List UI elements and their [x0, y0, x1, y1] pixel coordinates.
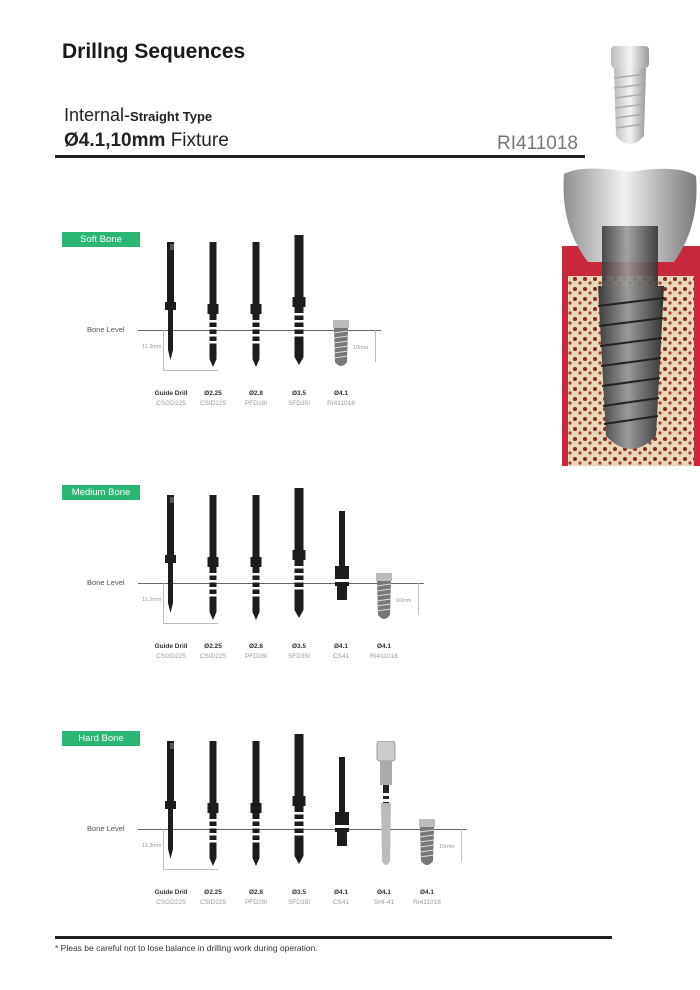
drill-code: SFD35I [287, 400, 311, 407]
drill-size: Ø4.1 [333, 643, 349, 650]
bone-type-badge: Medium Bone [62, 485, 140, 500]
dimension-line-right [375, 330, 376, 362]
drill-csid225 [203, 242, 243, 367]
dimension-line-right [461, 829, 462, 861]
drill-size: Ø2.25 [204, 643, 222, 650]
drill-size: Ø2.8 [248, 643, 264, 650]
drill-size: Ø4.1 [333, 390, 349, 397]
drill-csgd225 [161, 495, 201, 615]
drill-code: SFD35I [287, 653, 311, 660]
drill-csgd225 [161, 741, 201, 861]
fixture-size: Ø4.1,10mm [64, 130, 166, 151]
dimension-line-right [418, 583, 419, 615]
drill-csgd225 [161, 242, 201, 362]
drill-size: Ø2.8 [248, 390, 264, 397]
drill-size: Ø2.25 [204, 390, 222, 397]
drill-code: CSID225 [199, 899, 227, 906]
dimension-left: 11.3mm [142, 843, 162, 849]
drill-size: Ø3.5 [291, 390, 307, 397]
drill-size: Ø4.1 [376, 643, 392, 650]
bone-type-badge: Hard Bone [62, 731, 140, 746]
fixture-word: Fixture [170, 130, 229, 151]
drill-ri411018 [331, 320, 371, 370]
implant-thumbnail [605, 44, 655, 154]
drill-code: PFD28I [244, 899, 268, 906]
drill-code: PFD28I [244, 400, 268, 407]
drill-cs41 [331, 511, 371, 621]
dimension-base-line [163, 869, 218, 870]
drill-pfd28i [246, 495, 286, 620]
drill-size: Ø4.1 [333, 889, 349, 896]
dimension-left: 11.3mm [142, 344, 162, 350]
bone-section [0, 485, 700, 685]
drill-code: CSGD225 [156, 400, 186, 407]
page-title: Drillng Sequences [62, 40, 246, 63]
drill-sfd35i [289, 235, 329, 365]
dimension-base-line [163, 623, 218, 624]
product-code: RI411018 [497, 133, 578, 154]
bone-level-label: Bone Level [87, 578, 125, 587]
drill-code: CS41 [332, 899, 350, 906]
drill-size: Guide Drill [154, 390, 188, 397]
drill-pfd28i [246, 242, 286, 367]
footer-note: * Pleas be careful not to lose balance in drilling work during operation. [55, 943, 318, 953]
subtitle-type: Straight Type [130, 109, 213, 124]
dimension-right: 10mm [353, 345, 369, 351]
drill-size: Ø2.25 [204, 889, 222, 896]
header-rule [55, 155, 585, 158]
bone-section [0, 232, 700, 432]
dimension-base-line [163, 370, 218, 371]
bone-section [0, 731, 700, 931]
drill-code: CSID225 [199, 653, 227, 660]
drill-size: Guide Drill [154, 889, 188, 896]
drill-code: SFD35I [287, 899, 311, 906]
drill-code: CSID225 [199, 400, 227, 407]
bone-level-label: Bone Level [87, 325, 125, 334]
drill-sfd35i [289, 488, 329, 618]
drill-pfd28i [246, 741, 286, 866]
drill-ri411018 [374, 573, 414, 623]
bone-level-label: Bone Level [87, 824, 125, 833]
drill-code: CSGD225 [156, 899, 186, 906]
drill-shi-41 [374, 741, 414, 871]
drill-size: Ø3.5 [291, 889, 307, 896]
drill-cs41 [331, 757, 371, 867]
drill-sfd35i [289, 734, 329, 864]
drill-code: CSGD225 [156, 653, 186, 660]
subtitle-prefix: Internal- [64, 105, 131, 125]
footer-rule [55, 936, 612, 939]
drill-code: SHI-41 [373, 899, 395, 906]
drill-csid225 [203, 495, 243, 620]
drill-csid225 [203, 741, 243, 866]
bone-type-badge: Soft Bone [62, 232, 140, 247]
drill-ri411018 [417, 819, 457, 869]
drill-size: Ø2.8 [248, 889, 264, 896]
dimension-left: 11.3mm [142, 597, 162, 603]
drill-size: Ø3.5 [291, 643, 307, 650]
drill-size: Guide Drill [154, 643, 188, 650]
dimension-right: 10mm [439, 844, 455, 850]
drill-code: RI411018 [327, 400, 355, 407]
drill-code: PFD28I [244, 653, 268, 660]
drill-size: Ø4.1 [419, 889, 435, 896]
dimension-right: 10mm [396, 598, 412, 604]
drill-code: CS41 [332, 653, 350, 660]
subtitle-line [64, 105, 212, 126]
drill-size: Ø4.1 [376, 889, 392, 896]
fixture-line [64, 130, 229, 152]
drill-code: RI411018 [370, 653, 398, 660]
drill-code: RI411018 [413, 899, 441, 906]
